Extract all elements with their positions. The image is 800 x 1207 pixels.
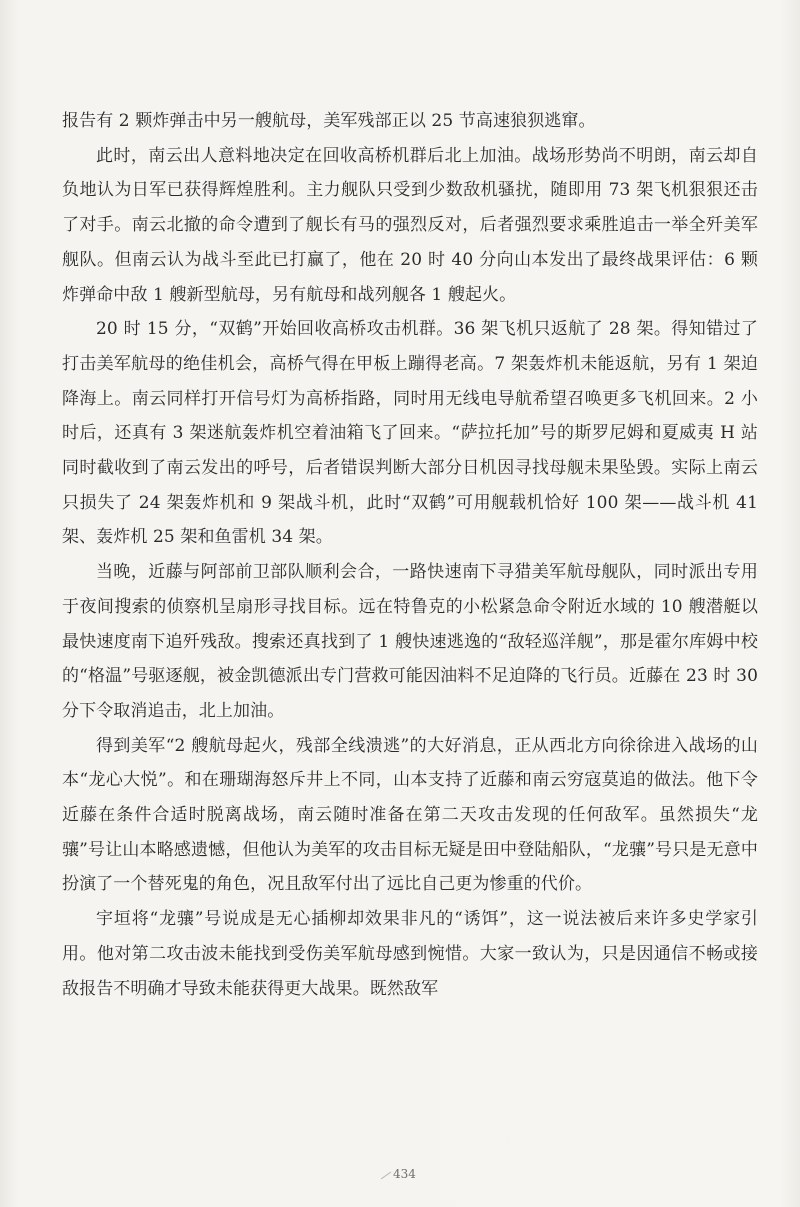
page-number: 434	[393, 1167, 416, 1181]
paragraph-5: 得到美军“2 艘航母起火，残部全线溃逃”的大好消息，正从西北方向徐徐进入战场的山本“龙心大悦”。和在珊瑚海怒斥井上不同，山本支持了近藤和南云穷寇莫追的做法。他下令近藤在条件合适时脱离战场，南云随时准备在第二天攻击发现的任何敌军。虽然损失“龙骧”号让山本略感遗憾，但他认为美军的攻击目标无疑是田中登陆船队，“龙骧”号只是无意中扮演了一个替死鬼的角色，况且敌军付出了远比自己更为惨重的代价。	[62, 735, 758, 895]
paragraph-6: 宇垣将“龙骧”号说成是无心插柳却效果非凡的“诱饵”，这一说法被后来许多史学家引用。他对第二攻击波未能找到受伤美军航母感到惋惜。大家一致认为，只是因通信不畅或接敌报告不明确才导致未能获得更大战果。既然敌军	[62, 909, 758, 999]
body-text	[62, 104, 758, 1006]
scan-mark	[381, 1172, 391, 1180]
paragraph-3: 20 时 15 分，“双鹤”开始回收高桥攻击机群。36 架飞机只返航了 28 架。得知错过了打击美军航母的绝佳机会，高桥气得在甲板上蹦得老高。7 架轰炸机未能返航，另有 1 架迫降海上。南云同样打开信号灯为高桥指路，同时用无线电导航希望召唤更多飞机回来。2 小时后，还真有 3 架迷航轰炸机空着油箱飞了回来。“萨拉托加”号的斯罗尼姆和夏威夷 H 站同时截收到了南云发出的呼号，后者错误判断大部分日机因寻找母舰未果坠毁。实际上南云只损失了 24 架轰炸机和 9 架战斗机，此时“双鹤”可用舰载机恰好 100 架——战斗机 41 架、轰炸机 25 架和鱼雷机 34 架。	[62, 319, 758, 548]
paragraph-4: 当晚，近藤与阿部前卫部队顺利会合，一路快速南下寻猎美军航母舰队，同时派出专用于夜间搜索的侦察机呈扇形寻找目标。远在特鲁克的小松紧急命令附近水域的 10 艘潜艇以最快速度南下追歼残敌。搜索还真找到了 1 艘快速逃逸的“敌轻巡洋舰”，那是霍尔库姆中校的“格温”号驱逐舰，被金凯德派出专门营救可能因油料不足迫降的飞行员。近藤在 23 时 30 分下令取消追击，北上加油。	[62, 562, 758, 721]
paragraph-1: 报告有 2 颗炸弹击中另一艘航母，美军残部正以 25 节高速狼狈逃窜。	[62, 111, 596, 131]
paragraph-2: 此时，南云出人意料地决定在回收高桥机群后北上加油。战场形势尚不明朗，南云却自负地认为日军已获得辉煌胜利。主力舰队只受到少数敌机骚扰，随即用 73 架飞机狠狠还击了对手。南云北撤的命令遭到了舰长有马的强烈反对，后者强烈要求乘胜追击一举全歼美军舰队。但南云认为战斗至此已打赢了，他在 20 时 40 分向山本发出了最终战果评估：6 颗炸弹命中敌 1 艘新型航母，另有航母和战列舰各 1 艘起火。	[62, 145, 758, 305]
